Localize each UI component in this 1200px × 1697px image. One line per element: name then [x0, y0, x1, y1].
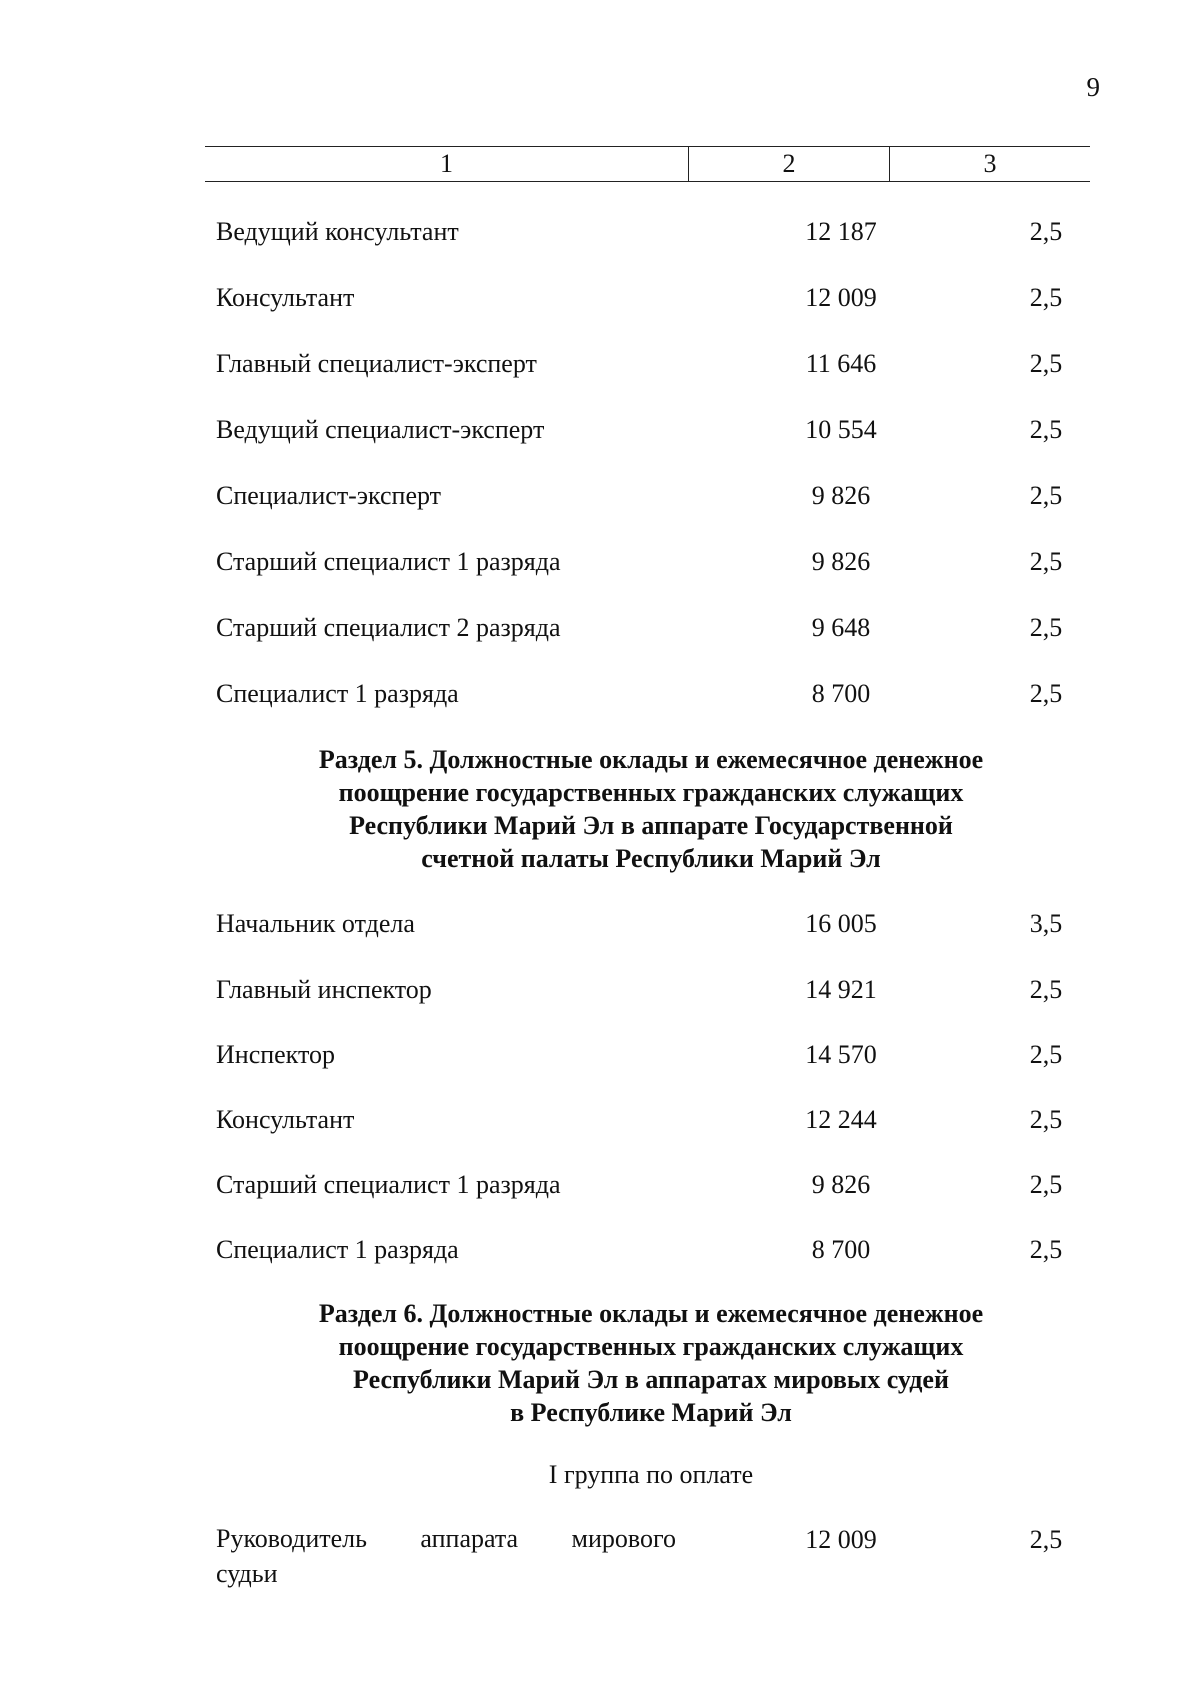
- position-name-line1: Руководитель аппарата мирового: [216, 1524, 676, 1553]
- position-name: Специалист 1 разряда: [216, 679, 459, 708]
- position-name: Специалист-эксперт: [216, 481, 441, 510]
- section-title-line: поощрение государственных гражданских служащих: [338, 778, 964, 807]
- coefficient-value: 2,5: [1029, 613, 1063, 642]
- table-header-col3: 3: [983, 149, 997, 178]
- salary-value: 12 244: [805, 1105, 877, 1134]
- salary-value: 12 009: [805, 1525, 877, 1554]
- table-row: [216, 610, 1086, 650]
- table-row: [216, 412, 1086, 452]
- coefficient-value: 2,5: [1029, 481, 1063, 510]
- coefficient-value: 3,5: [1029, 909, 1063, 938]
- table-header-col1: 1: [205, 147, 689, 181]
- coefficient-value: 2,5: [1029, 547, 1063, 576]
- position-name: Старший специалист 2 разряда: [216, 613, 561, 642]
- coefficient-value: 2,5: [1029, 1170, 1063, 1199]
- table-row: [216, 906, 1086, 946]
- salary-value: 8 700: [811, 679, 871, 708]
- salary-value: 16 005: [805, 909, 877, 938]
- section-title-line: Раздел 5. Должностные оклады и ежемесячное денежное: [318, 745, 984, 774]
- coefficient-value: 2,5: [1029, 1235, 1063, 1264]
- coefficient-value: 2,5: [1029, 1040, 1063, 1069]
- pay-group-title: I группа по оплате: [548, 1460, 754, 1489]
- salary-value: 10 554: [805, 415, 877, 444]
- coefficient-value: 2,5: [1029, 975, 1063, 1004]
- table-row: [216, 1232, 1086, 1272]
- position-name: Ведущий консультант: [216, 217, 459, 246]
- page-number: 9: [1086, 72, 1100, 102]
- position-name: Главный инспектор: [216, 975, 432, 1004]
- position-name: Консультант: [216, 283, 355, 312]
- position-name: Главный специалист-эксперт: [216, 349, 537, 378]
- table-row: [216, 478, 1086, 518]
- position-name: Ведущий специалист-эксперт: [216, 415, 545, 444]
- section-title-line: Республики Марий Эл в аппаратах мировых судей: [353, 1365, 949, 1394]
- coefficient-value: 2,5: [1029, 1525, 1063, 1554]
- table-row: [216, 1522, 1086, 1596]
- table-row: [216, 1102, 1086, 1142]
- section5-title: [216, 743, 1086, 875]
- salary-value: 9 648: [811, 613, 871, 642]
- coefficient-value: 2,5: [1029, 679, 1063, 708]
- table-header: [205, 146, 1090, 182]
- position-name: Старший специалист 1 разряда: [216, 547, 561, 576]
- coefficient-value: 2,5: [1029, 415, 1063, 444]
- section6-title: [216, 1297, 1086, 1429]
- position-name: Старший специалист 1 разряда: [216, 1170, 561, 1199]
- table-row: [216, 972, 1086, 1012]
- position-name: Инспектор: [216, 1040, 335, 1069]
- salary-value: 12 009: [805, 283, 877, 312]
- table-row: [216, 214, 1086, 254]
- coefficient-value: 2,5: [1029, 349, 1063, 378]
- salary-value: 8 700: [811, 1235, 871, 1264]
- salary-value: 14 921: [805, 975, 877, 1004]
- position-name: Консультант: [216, 1105, 355, 1134]
- table-row: [216, 346, 1086, 386]
- salary-value: 9 826: [811, 547, 871, 576]
- section-title-line: Раздел 6. Должностные оклады и ежемесячное денежное: [318, 1299, 984, 1328]
- table-row: [216, 280, 1086, 320]
- position-name: Начальник отдела: [216, 909, 415, 938]
- salary-value: 14 570: [805, 1040, 877, 1069]
- section-title-line: поощрение государственных гражданских служащих: [338, 1332, 964, 1361]
- coefficient-value: 2,5: [1029, 217, 1063, 246]
- table-row: [216, 544, 1086, 584]
- section-title-line: в Республике Марий Эл: [510, 1398, 792, 1427]
- section-title-line: Республики Марий Эл в аппарате Государственной: [349, 811, 953, 840]
- salary-value: 11 646: [805, 349, 877, 378]
- table-row: [216, 1167, 1086, 1207]
- position-name: Специалист 1 разряда: [216, 1235, 459, 1264]
- coefficient-value: 2,5: [1029, 283, 1063, 312]
- table-row: [216, 676, 1086, 716]
- position-name-line2: судьи: [216, 1559, 278, 1588]
- section-title-line: счетной палаты Республики Марий Эл: [421, 844, 881, 873]
- salary-value: 12 187: [805, 217, 877, 246]
- salary-value: 9 826: [811, 1170, 871, 1199]
- coefficient-value: 2,5: [1029, 1105, 1063, 1134]
- table-header-col2: 2: [689, 147, 890, 181]
- table-row: [216, 1037, 1086, 1077]
- salary-value: 9 826: [811, 481, 871, 510]
